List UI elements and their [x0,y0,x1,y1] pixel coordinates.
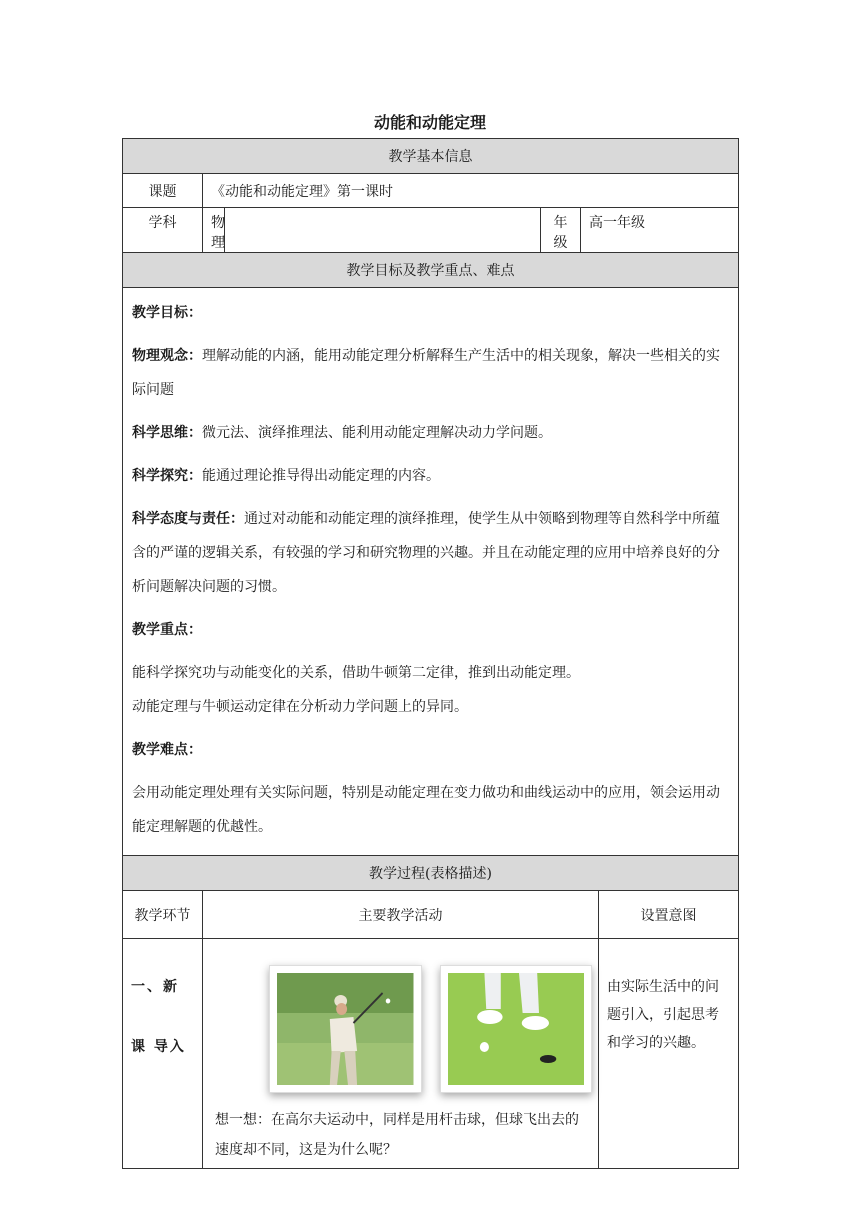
section-process: 教学过程(表格描述) [123,856,739,891]
goal-2-label: 科学思维： [132,425,202,441]
subject-value: 物理 [203,208,225,253]
goals-block [123,288,739,856]
grade-value: 高一年级 [581,208,739,253]
difficulty-heading: 教学难点： [132,742,202,758]
golf-putt-photo [440,965,593,1093]
key-point-1: 能科学探究功与动能变化的关系，借助牛顿第二定律，推到出动能定理。 [132,665,580,681]
golfer-swing-photo [269,965,422,1093]
goal-2-text: 微元法、演绎推理法、能利用动能定理解决动力学问题。 [202,425,552,441]
key-point-2: 动能定理与牛顿运动定律在分析动力学问题上的异同。 [132,699,468,715]
difficulty-1: 会用动能定理处理有关实际问题，特别是动能定理在变力做功和曲线运动中的应用，领会运用动能定理解题的优越性。 [132,785,720,835]
page-title: 动能和动能定理 [373,113,486,132]
purpose-1: 由实际生活中的问题引入，引起思考和学习的兴趣。 [599,939,739,1169]
goal-1-label: 物理观念： [132,348,202,364]
goal-3-label: 科学探究： [132,468,202,484]
goal-4-text: 通过对动能和动能定理的演绎推理，使学生从中领略到物理等自然科学中所蕴含的严谨的逻辑关系，有较强的学习和研究物理的兴趣。并且在动能定理的应用中培养良好的分析问题解决问题的习惯。 [132,511,720,595]
goal-3-text: 能通过理论推导得出动能定理的内容。 [202,468,440,484]
section-basic-info: 教学基本信息 [123,139,739,174]
col-stage-header: 教学环节 [123,891,203,939]
topic-label: 课题 [123,174,203,208]
goals-heading: 教学目标： [132,305,202,321]
activity-1-text: 想一想：在高尔夫运动中，同样是用杆击球，但球飞出去的速度却不同，这是为什么呢？ [215,1112,579,1158]
topic-value: 《动能和动能定理》第一课时 [203,174,739,208]
stage-1: 一、新 课 导入 [123,939,203,1169]
subject-label: 学科 [123,208,203,253]
key-points-heading: 教学重点： [132,622,202,638]
activity-1-cell [203,939,599,1169]
col-activity-header: 主要教学活动 [203,891,599,939]
lesson-table [122,138,739,1169]
goal-4-label: 科学态度与责任： [132,511,244,527]
col-purpose-header: 设置意图 [599,891,739,939]
grade-label: 年级 [541,208,581,253]
section-goals: 教学目标及教学重点、难点 [123,253,739,288]
empty-cell [225,208,541,253]
golf-photos [269,965,592,1093]
goal-1-text: 理解动能的内涵，能用动能定理分析解释生产生活中的相关现象，解决一些相关的实际问题 [132,348,720,398]
